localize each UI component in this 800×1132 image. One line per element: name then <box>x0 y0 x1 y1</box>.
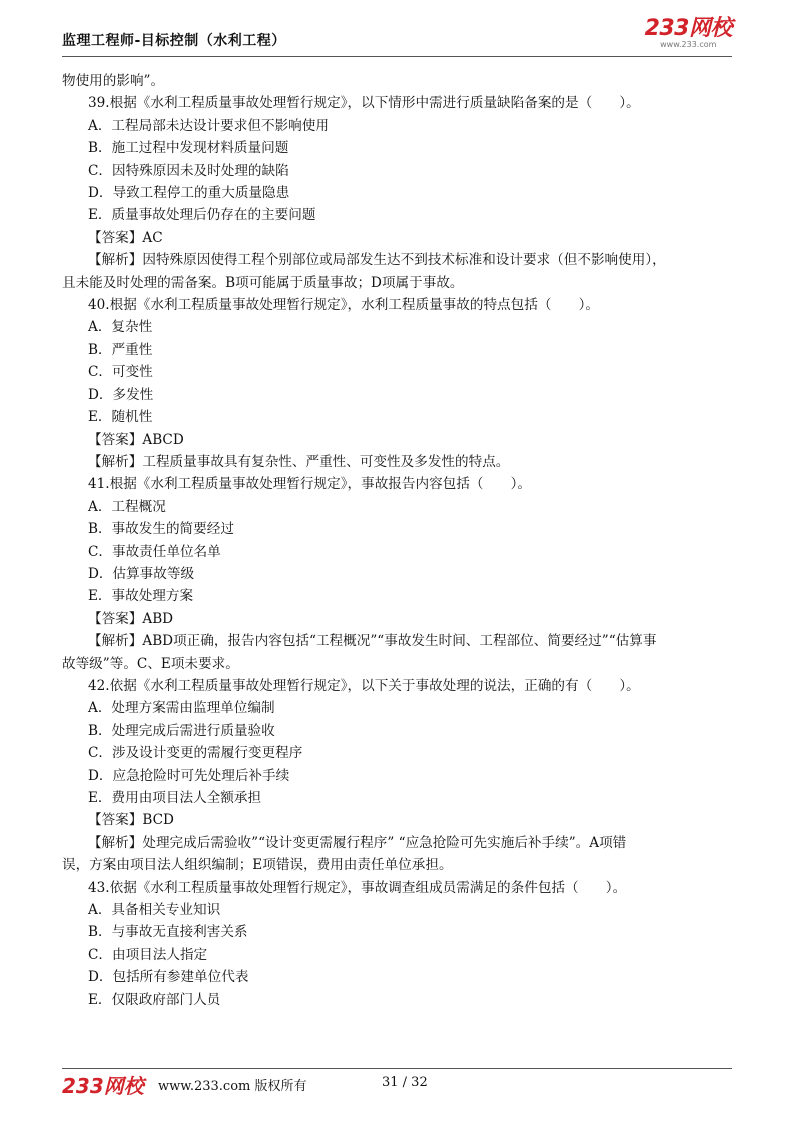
text-line: 【答案】ABCD <box>88 431 184 448</box>
footer-copyright: www.233.com 版权所有 <box>158 1079 307 1094</box>
text-line: C．涉及设计变更的需履行变更程序 <box>88 745 303 762</box>
text-line: E．费用由项目法人全额承担 <box>88 790 262 806</box>
text-line: C．由项目法人指定 <box>88 946 208 963</box>
footer-divider <box>62 1068 732 1069</box>
text-line: 【答案】AC <box>88 229 163 246</box>
text-line: C．事故责任单位名单 <box>88 543 221 560</box>
text-line: 【解析】处理完成后需验收”“设计变更需履行程序” “应急抢险可先实施后补手续”。A项错 <box>88 834 627 851</box>
text-line: B．处理完成后需进行质量验收 <box>88 722 275 739</box>
text-line: 42.依据《水利工程质量事故处理暂行规定》，以下关于事故处理的说法，正确的有（ ）。 <box>88 677 640 694</box>
text-line: A．工程局部未达设计要求但不影响使用 <box>88 117 329 134</box>
brand-logo <box>645 18 732 49</box>
text-line: A．处理方案需由监理单位编制 <box>88 700 275 717</box>
text-line: 故等级”等。C、E项未要求。 <box>62 655 239 672</box>
text-line: E．仅限政府部门人员 <box>88 991 221 1008</box>
text-line: D．估算事故等级 <box>88 565 195 582</box>
text-line: D．导致工程停工的重大质量隐患 <box>88 185 290 202</box>
text-line: 41.根据《水利工程质量事故处理暂行规定》，事故报告内容包括（ ）。 <box>88 476 532 493</box>
text-line: E．事故处理方案 <box>88 588 194 605</box>
text-line: A．工程概况 <box>88 498 166 515</box>
page-header-title: 监理工程师-目标控制（水利工程） <box>62 33 286 49</box>
footer-logo: 233网校 <box>62 1074 144 1098</box>
text-line: 且未能及时处理的需备案。B项可能属于质量事故；D项属于事故。 <box>62 274 464 291</box>
text-line: B．严重性 <box>88 341 153 358</box>
text-line: B．施工过程中发现材料质量问题 <box>88 140 289 157</box>
text-line: D．多发性 <box>88 386 154 403</box>
text-line: 40.根据《水利工程质量事故处理暂行规定》，水利工程质量事故的特点包括（ ）。 <box>88 297 599 314</box>
header-divider <box>62 56 732 57</box>
text-line: 物使用的影响”。 <box>62 73 165 89</box>
text-line: 【答案】BCD <box>88 812 174 829</box>
text-line: E．质量事故处理后仍存在的主要问题 <box>88 207 316 224</box>
text-line: 【解析】ABD项正确，报告内容包括“工程概况”“事故发生时间、工程部位、简要经过”“估算事 <box>88 633 657 650</box>
text-line: 【答案】ABD <box>88 610 174 627</box>
text-line: C．可变性 <box>88 364 153 381</box>
text-line: 【解析】因特殊原因使得工程个别部位或局部发生达不到技术标准和设计要求（但不影响使用）， <box>88 252 666 269</box>
page-number: 31 / 32 <box>382 1075 428 1090</box>
text-line: A．复杂性 <box>88 319 153 336</box>
text-line: 误，方案由项目法人组织编制；E项错误，费用由责任单位承担。 <box>62 857 453 874</box>
text-line: A．具备相关专业知识 <box>88 902 221 919</box>
text-line: C．因特殊原因未及时处理的缺陷 <box>88 162 289 179</box>
text-line: D．包括所有参建单位代表 <box>88 969 249 986</box>
brand-logo-text: 233网校 <box>644 16 732 41</box>
brand-logo-url: www.233.com <box>660 40 717 49</box>
text-line: B．事故发生的简要经过 <box>88 521 234 538</box>
text-line: B．与事故无直接利害关系 <box>88 924 248 941</box>
text-line: 43.依据《水利工程质量事故处理暂行规定》，事故调查组成员需满足的条件包括（ ）。 <box>88 879 627 896</box>
text-line: 39.根据《水利工程质量事故处理暂行规定》，以下情形中需进行质量缺陷备案的是（ ）。 <box>88 95 640 112</box>
text-line: 【解析】工程质量事故具有复杂性、严重性、可变性及多发性的特点。 <box>88 453 510 470</box>
text-line: E．随机性 <box>88 409 153 426</box>
text-line: D．应急抢险时可先处理后补手续 <box>88 767 290 784</box>
document-body <box>62 70 732 1011</box>
